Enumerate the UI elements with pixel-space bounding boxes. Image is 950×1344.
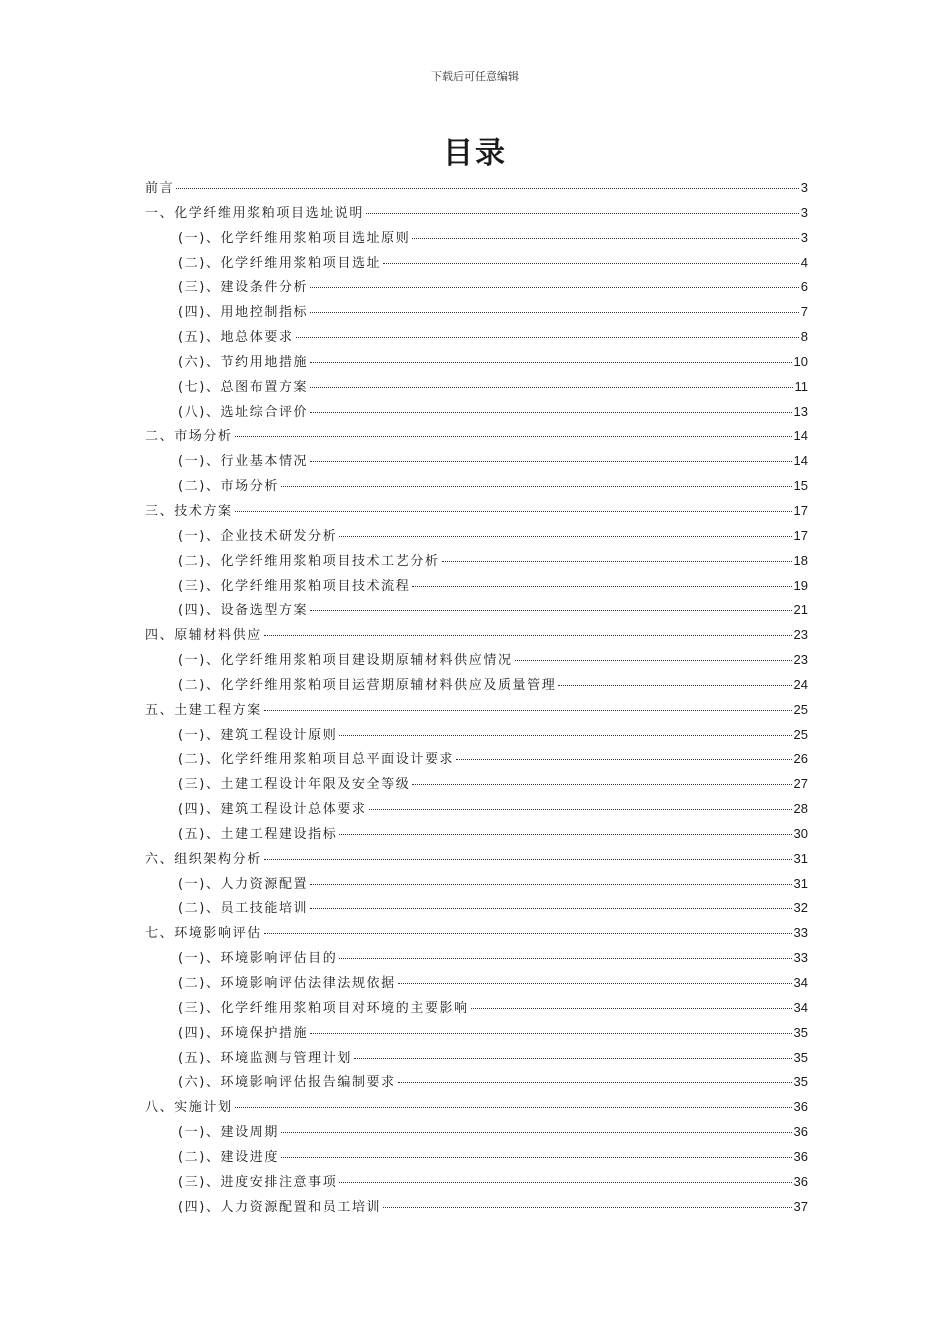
- toc-entry[interactable]: [145, 201, 808, 226]
- toc-entry-title: (四)、用地控制指标: [178, 305, 309, 321]
- toc-page-number: 23: [793, 652, 808, 668]
- toc-dot-leader: [310, 461, 791, 462]
- toc-subentry[interactable]: [145, 1021, 808, 1046]
- toc-page-number: 3: [800, 180, 808, 195]
- toc-dot-leader: [398, 983, 792, 984]
- toc-dot-leader: [281, 1157, 792, 1158]
- toc-subentry[interactable]: [145, 598, 808, 623]
- toc-page-number: 32: [793, 900, 808, 916]
- toc-entry[interactable]: [145, 176, 808, 201]
- toc-dot-leader: [310, 362, 791, 363]
- toc-dot-leader: [296, 337, 799, 338]
- toc-dot-leader: [366, 213, 799, 214]
- toc-page-number: 13: [793, 403, 808, 419]
- toc-subentry[interactable]: [145, 1170, 808, 1195]
- toc-entry-title: (一)、化学纤维用浆粕项目建设期原辅材料供应情况: [178, 653, 513, 669]
- toc-dot-leader: [412, 586, 791, 587]
- toc-dot-leader: [310, 412, 791, 413]
- toc-page-number: 34: [793, 999, 808, 1015]
- toc-page-number: 15: [793, 478, 808, 494]
- toc-subentry[interactable]: [145, 524, 808, 549]
- toc-dot-leader: [310, 908, 791, 909]
- toc-dot-leader: [515, 660, 792, 661]
- toc-page-number: 8: [800, 329, 808, 345]
- toc-dot-leader: [339, 536, 791, 537]
- toc-page-number: 4: [800, 254, 808, 270]
- toc-entry-title: (四)、人力资源配置和员工培训: [178, 1199, 382, 1215]
- toc-subentry[interactable]: [145, 275, 808, 300]
- toc-page-number: 28: [793, 801, 808, 817]
- toc-page-number: 34: [793, 975, 808, 990]
- toc-page-number: 36: [793, 1148, 808, 1164]
- toc-entry-title: (二)、市场分析: [178, 479, 279, 495]
- toc-subentry[interactable]: [145, 1046, 808, 1071]
- toc-page-number: 17: [793, 527, 808, 543]
- toc-entry-title: 前言: [145, 181, 175, 196]
- toc-page-number: 36: [793, 1099, 808, 1115]
- toc-subentry[interactable]: [145, 1070, 808, 1095]
- toc-entry-title: 四、原辅材料供应: [145, 628, 262, 644]
- toc-entry-title: (二)、环境影响评估法律法规依据: [178, 976, 396, 991]
- toc-subentry[interactable]: [145, 474, 808, 499]
- toc-entry-title: (二)、员工技能培训: [178, 901, 309, 917]
- toc-title: 目录: [443, 136, 507, 171]
- toc-entry-title: (一)、行业基本情况: [178, 454, 309, 470]
- toc-subentry[interactable]: [145, 822, 808, 847]
- toc-page-number: 23: [793, 627, 808, 643]
- toc-subentry[interactable]: [145, 400, 808, 425]
- toc-page-number: 19: [793, 577, 808, 593]
- toc-subentry[interactable]: [145, 747, 808, 772]
- toc-entry[interactable]: [145, 921, 808, 946]
- toc-entry-title: (二)、化学纤维用浆粕项目技术工艺分析: [178, 553, 440, 569]
- toc-dot-leader: [369, 809, 792, 810]
- toc-entry-title: (三)、进度安排注意事项: [178, 1174, 338, 1190]
- toc-subentry[interactable]: [145, 325, 808, 350]
- toc-dot-leader: [310, 610, 791, 611]
- toc-entry-title: (四)、环境保护措施: [178, 1025, 309, 1041]
- toc-subentry[interactable]: [145, 797, 808, 822]
- toc-entry-title: (八)、选址综合评价: [178, 404, 309, 420]
- toc-subentry[interactable]: [145, 1120, 808, 1145]
- toc-dot-leader: [442, 561, 792, 562]
- toc-dot-leader: [235, 511, 792, 512]
- toc-entry[interactable]: [145, 424, 808, 449]
- toc-entry-title: 八、实施计划: [145, 1100, 233, 1116]
- toc-entry-title: 二、市场分析: [145, 429, 233, 445]
- toc-entry-title: (五)、环境监测与管理计划: [178, 1050, 352, 1066]
- toc-entry-title: (四)、设备选型方案: [178, 603, 309, 619]
- toc-dot-leader: [310, 387, 792, 388]
- toc-entry-title: (一)、建设周期: [178, 1125, 279, 1141]
- toc-subentry[interactable]: [145, 549, 808, 574]
- toc-entry-title: (三)、化学纤维用浆粕项目对环境的主要影响: [178, 1000, 469, 1016]
- toc-entry-title: (五)、土建工程建设指标: [178, 826, 338, 842]
- toc-subentry[interactable]: [145, 1195, 808, 1220]
- toc-page-number: 6: [800, 279, 808, 295]
- toc-dot-leader: [235, 436, 792, 437]
- toc-dot-leader: [456, 759, 791, 760]
- toc-dot-leader: [281, 486, 792, 487]
- toc-page-number: 31: [793, 850, 808, 866]
- toc-page-number: 10: [793, 353, 808, 369]
- toc-dot-leader: [339, 958, 791, 959]
- toc-subentry[interactable]: [145, 375, 808, 400]
- toc-entry-title: (三)、土建工程设计年限及安全等级: [178, 777, 411, 793]
- toc-entry[interactable]: [145, 1095, 808, 1120]
- toc-entry-title: (一)、化学纤维用浆粕项目选址原则: [178, 230, 411, 246]
- toc-entry[interactable]: [145, 847, 808, 872]
- toc-subentry[interactable]: [145, 872, 808, 897]
- toc-entry-title: (一)、建筑工程设计原则: [178, 727, 338, 743]
- toc-dot-leader: [264, 859, 792, 860]
- toc-dot-leader: [281, 1132, 792, 1133]
- toc-page-number: 31: [793, 875, 808, 891]
- toc-entry-title: (二)、化学纤维用浆粕项目运营期原辅材料供应及质量管理: [178, 677, 557, 693]
- toc-subentry[interactable]: [145, 996, 808, 1021]
- toc-entry-title: (六)、节约用地措施: [178, 354, 309, 370]
- toc-page-number: 7: [800, 304, 808, 320]
- toc-page-number: 24: [793, 676, 808, 692]
- toc-page-number: 25: [793, 701, 808, 717]
- table-of-contents: [145, 176, 808, 1219]
- toc-subentry[interactable]: [145, 251, 808, 276]
- toc-page-number: 30: [793, 825, 808, 841]
- toc-subentry[interactable]: [145, 772, 808, 797]
- toc-subentry[interactable]: [145, 896, 808, 921]
- toc-page-number: 3: [800, 229, 808, 245]
- toc-dot-leader: [398, 1082, 792, 1083]
- toc-entry-title: 三、技术方案: [145, 503, 233, 519]
- toc-page-number: 11: [794, 378, 808, 394]
- toc-page-number: 36: [793, 1173, 808, 1189]
- toc-subentry[interactable]: [145, 350, 808, 375]
- toc-entry-title: (一)、环境影响评估目的: [178, 951, 338, 967]
- toc-dot-leader: [412, 238, 798, 239]
- toc-entry-title: (四)、建筑工程设计总体要求: [178, 802, 367, 818]
- toc-dot-leader: [176, 188, 799, 189]
- toc-dot-leader: [339, 834, 791, 835]
- toc-subentry[interactable]: [145, 723, 808, 748]
- toc-entry-title: (五)、地总体要求: [178, 330, 294, 346]
- header-note: 下载后可任意编辑: [431, 70, 519, 83]
- toc-dot-leader: [354, 1058, 792, 1059]
- toc-entry-title: (六)、环境影响评估报告编制要求: [178, 1075, 396, 1091]
- toc-dot-leader: [471, 1008, 792, 1009]
- toc-page-number: 27: [793, 776, 808, 792]
- toc-subentry[interactable]: [145, 648, 808, 673]
- toc-entry-title: 六、组织架构分析: [145, 851, 262, 867]
- toc-entry-title: (二)、化学纤维用浆粕项目选址: [178, 255, 382, 271]
- toc-subentry[interactable]: [145, 971, 808, 996]
- toc-page-number: 33: [793, 950, 808, 966]
- toc-dot-leader: [558, 685, 791, 686]
- toc-entry-title: (二)、化学纤维用浆粕项目总平面设计要求: [178, 752, 455, 768]
- toc-page-number: 35: [793, 1049, 808, 1065]
- toc-entry-title: 七、环境影响评估: [145, 926, 262, 942]
- toc-subentry[interactable]: [145, 673, 808, 698]
- toc-dot-leader: [310, 312, 799, 313]
- toc-page-number: 17: [793, 502, 808, 518]
- toc-entry-title: (二)、建设进度: [178, 1149, 279, 1165]
- toc-entry-title: 一、化学纤维用浆粕项目选址说明: [145, 205, 365, 221]
- toc-entry-title: (一)、人力资源配置: [178, 876, 309, 892]
- toc-dot-leader: [339, 735, 791, 736]
- toc-page-number: 35: [793, 1074, 808, 1090]
- toc-subentry[interactable]: [145, 946, 808, 971]
- toc-page-number: 36: [793, 1124, 808, 1140]
- toc-entry-title: (一)、企业技术研发分析: [178, 528, 338, 544]
- toc-page-number: 35: [793, 1024, 808, 1040]
- toc-page-number: 25: [793, 726, 808, 742]
- toc-page-number: 37: [793, 1198, 808, 1214]
- toc-page-number: 33: [793, 925, 808, 941]
- toc-page-number: 21: [793, 602, 808, 618]
- toc-dot-leader: [339, 1182, 791, 1183]
- toc-dot-leader: [235, 1107, 792, 1108]
- toc-entry[interactable]: [145, 499, 808, 524]
- toc-subentry[interactable]: [145, 1145, 808, 1170]
- toc-dot-leader: [264, 710, 792, 711]
- toc-entry[interactable]: [145, 623, 808, 648]
- toc-page-number: 26: [793, 751, 808, 767]
- toc-dot-leader: [383, 263, 799, 264]
- toc-dot-leader: [310, 1033, 791, 1034]
- toc-subentry[interactable]: [145, 300, 808, 325]
- toc-entry-title: 五、土建工程方案: [145, 702, 262, 718]
- toc-dot-leader: [310, 287, 799, 288]
- toc-subentry[interactable]: [145, 226, 808, 251]
- toc-dot-leader: [264, 635, 792, 636]
- toc-subentry[interactable]: [145, 449, 808, 474]
- toc-entry-title: (三)、建设条件分析: [178, 280, 309, 296]
- toc-subentry[interactable]: [145, 574, 808, 599]
- toc-entry[interactable]: [145, 698, 808, 723]
- toc-page-number: 3: [800, 204, 808, 220]
- toc-page-number: 14: [793, 428, 808, 444]
- toc-dot-leader: [383, 1207, 791, 1208]
- toc-dot-leader: [264, 933, 792, 934]
- toc-dot-leader: [310, 884, 791, 885]
- toc-entry-title: (三)、化学纤维用浆粕项目技术流程: [178, 578, 411, 594]
- toc-dot-leader: [412, 784, 791, 785]
- toc-page-number: 14: [793, 453, 808, 469]
- toc-page-number: 18: [793, 552, 808, 568]
- toc-entry-title: (七)、总图布置方案: [178, 379, 309, 395]
